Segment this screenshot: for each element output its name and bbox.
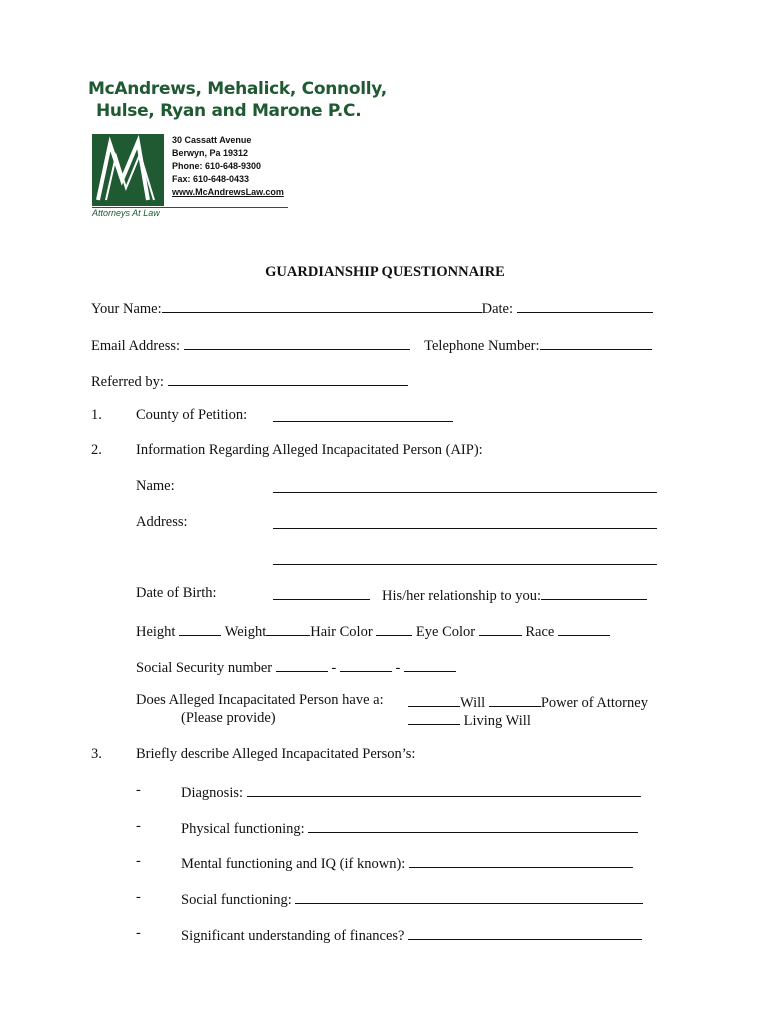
- race-label: Race: [525, 624, 555, 640]
- ssn-field-3[interactable]: [404, 657, 456, 672]
- weight-label: Weight: [224, 624, 267, 640]
- finances-label: Significant understanding of finances?: [181, 928, 405, 944]
- height-label: Height: [136, 624, 176, 640]
- firm-address-block: [172, 134, 284, 199]
- firm-name-line1: McAndrews, Mehalick, Connolly,: [88, 79, 387, 99]
- dob-label: Date of Birth:: [136, 585, 217, 601]
- aip-name-label: Name:: [136, 478, 175, 494]
- hair-color-field[interactable]: [376, 621, 412, 636]
- monogram-m-icon: [92, 134, 164, 206]
- will-poa-row: [408, 692, 648, 712]
- county-field[interactable]: [273, 407, 453, 422]
- bullet: -: [136, 889, 141, 905]
- ssn-field-1[interactable]: [276, 657, 328, 672]
- section-1-number: 1.: [91, 407, 102, 423]
- bullet: -: [136, 853, 141, 869]
- telephone-field[interactable]: [540, 335, 652, 350]
- race-field[interactable]: [558, 621, 610, 636]
- mental-functioning-label: Mental functioning and IQ (if known):: [181, 856, 406, 872]
- diagnosis-field[interactable]: [247, 782, 641, 797]
- physical-functioning-row: [181, 818, 638, 838]
- physical-functioning-field[interactable]: [308, 818, 638, 833]
- your-name-row: [91, 298, 653, 318]
- diagnosis-row: [181, 782, 641, 802]
- aip-address-field-2[interactable]: [273, 550, 657, 565]
- eye-color-field[interactable]: [479, 621, 522, 636]
- bullet: -: [136, 925, 141, 941]
- firm-tagline: Attorneys At Law: [92, 208, 160, 218]
- date-field[interactable]: [517, 298, 653, 313]
- section-3-heading: Briefly describe Alleged Incapacitated Person’s:: [136, 746, 416, 762]
- address-phone: Phone: 610-648-9300: [172, 161, 262, 171]
- telephone-label: Telephone Number:: [424, 338, 540, 354]
- firm-website-link[interactable]: www.McAndrewsLaw.com: [172, 187, 284, 197]
- relationship-label: His/her relationship to you:: [382, 588, 542, 604]
- ssn-separator-2: -: [395, 660, 401, 676]
- poa-field[interactable]: [489, 692, 541, 707]
- will-field[interactable]: [408, 692, 460, 707]
- docs-question: Does Alleged Incapacitated Person have a:: [136, 692, 384, 708]
- living-will-row: [408, 710, 531, 730]
- poa-label: Power of Attorney: [540, 695, 648, 711]
- section-3-number: 3.: [91, 746, 102, 762]
- relationship-row: [382, 585, 647, 605]
- bullet: -: [136, 818, 141, 834]
- mental-functioning-field[interactable]: [409, 853, 633, 868]
- your-name-label: Your Name:: [91, 301, 162, 317]
- referred-by-field[interactable]: [168, 371, 408, 386]
- diagnosis-label: Diagnosis:: [181, 785, 244, 801]
- hair-color-label: Hair Color: [310, 624, 373, 640]
- your-name-field[interactable]: [162, 298, 482, 313]
- logo-monogram: [92, 134, 164, 206]
- section-2-number: 2.: [91, 442, 102, 458]
- aip-address-field-1[interactable]: [273, 514, 657, 529]
- date-label: Date:: [481, 301, 514, 317]
- finances-field[interactable]: [408, 925, 642, 940]
- relationship-field[interactable]: [541, 585, 647, 600]
- dob-field[interactable]: [273, 585, 370, 600]
- living-will-label: Living Will: [463, 713, 531, 729]
- email-field[interactable]: [184, 335, 410, 350]
- ssn-row: [136, 657, 456, 677]
- eye-color-label: Eye Color: [415, 624, 476, 640]
- referred-by-label: Referred by:: [91, 374, 164, 390]
- social-functioning-field[interactable]: [295, 889, 643, 904]
- email-label: Email Address:: [91, 338, 181, 354]
- ssn-separator-1: -: [331, 660, 337, 676]
- section-2-heading: Information Regarding Alleged Incapacitated Person (AIP):: [136, 442, 483, 458]
- email-row: [91, 335, 652, 355]
- social-functioning-row: [181, 889, 643, 909]
- address-city: Berwyn, Pa 19312: [172, 148, 249, 158]
- referred-row: [91, 371, 408, 391]
- docs-note: (Please provide): [181, 710, 276, 726]
- living-will-field[interactable]: [408, 710, 460, 725]
- firm-name-line2: Hulse, Ryan and Marone P.C.: [96, 101, 362, 121]
- will-label: Will: [460, 695, 486, 711]
- address-street: 30 Cassatt Avenue: [172, 135, 252, 145]
- mental-functioning-row: [181, 853, 633, 873]
- address-fax: Fax: 610-648-0433: [172, 174, 250, 184]
- aip-address-label: Address:: [136, 514, 188, 530]
- weight-field[interactable]: [266, 621, 310, 636]
- physical-functioning-label: Physical functioning:: [181, 821, 305, 837]
- page-title: GUARDIANSHIP QUESTIONNAIRE: [265, 264, 505, 280]
- social-functioning-label: Social functioning:: [181, 892, 292, 908]
- height-field[interactable]: [179, 621, 221, 636]
- bullet: -: [136, 782, 141, 798]
- physical-traits-row: [136, 621, 610, 641]
- aip-name-field[interactable]: [273, 478, 657, 493]
- county-label: County of Petition:: [136, 407, 248, 423]
- finances-row: [181, 925, 642, 945]
- ssn-label: Social Security number: [136, 660, 273, 676]
- ssn-field-2[interactable]: [340, 657, 392, 672]
